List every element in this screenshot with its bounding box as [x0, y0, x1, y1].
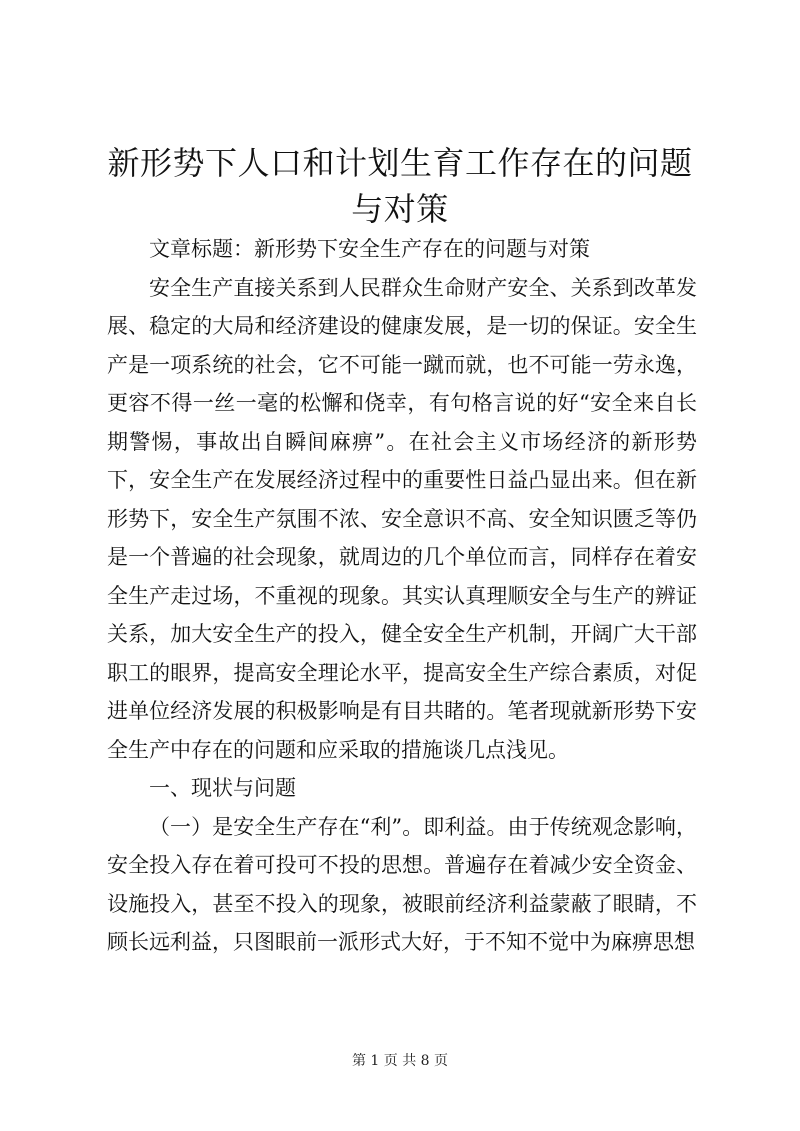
section-heading: 一、现状与问题 — [149, 776, 296, 800]
page-title: 新形势下人口和计划生育工作存在的问题与对策 — [107, 144, 693, 228]
article-title-paragraph: 文章标题：新形势下安全生产存在的问题与对策 — [149, 237, 590, 261]
document-body — [107, 230, 697, 962]
body-paragraph: （一）是安全生产存在“利”。即利益。由于传统观念影响，安全投入存在着可投可不投的思想。普遍存在着减少安全资金、设施投入，甚至不投入的现象，被眼前经济利益蒙蔽了眼睛，不顾长远利益，只图眼前一派形式大好，于不知不觉中为麻痹思想 — [107, 814, 697, 954]
intro-paragraph: 安全生产直接关系到人民群众生命财产安全、关系到改革发展、稳定的大局和经济建设的健康发展，是一切的保证。安全生产是一项系统的社会，它不可能一蹴而就，也不可能一劳永逸，更容不得一丝一毫的松懈和侥幸，有句格言说的好“安全来自长期警惕，事故出自瞬间麻痹”。在社会主义市场经济的新形势下，安全生产在发展经济过程中的重要性日益凸显出来。但在新形势下，安全生产氛围不浓、安全意识不高、安全知识匮乏等仍是一个普遍的社会现象，就周边的几个单位而言，同样存在着安全生产走过场，不重视的现象。其实认真理顺安全与生产的辨证关系，加大安全生产的投入，健全安全生产机制，开阔广大干部职工的眼界，提高安全理论水平，提高安全生产综合素质，对促进单位经济发展的积极影响是有目共睹的。笔者现就新形势下安全生产中存在的问题和应采取的措施谈几点浅见。 — [107, 275, 697, 762]
page-number-footer: 第 1 页 共 8 页 — [351, 1053, 449, 1069]
